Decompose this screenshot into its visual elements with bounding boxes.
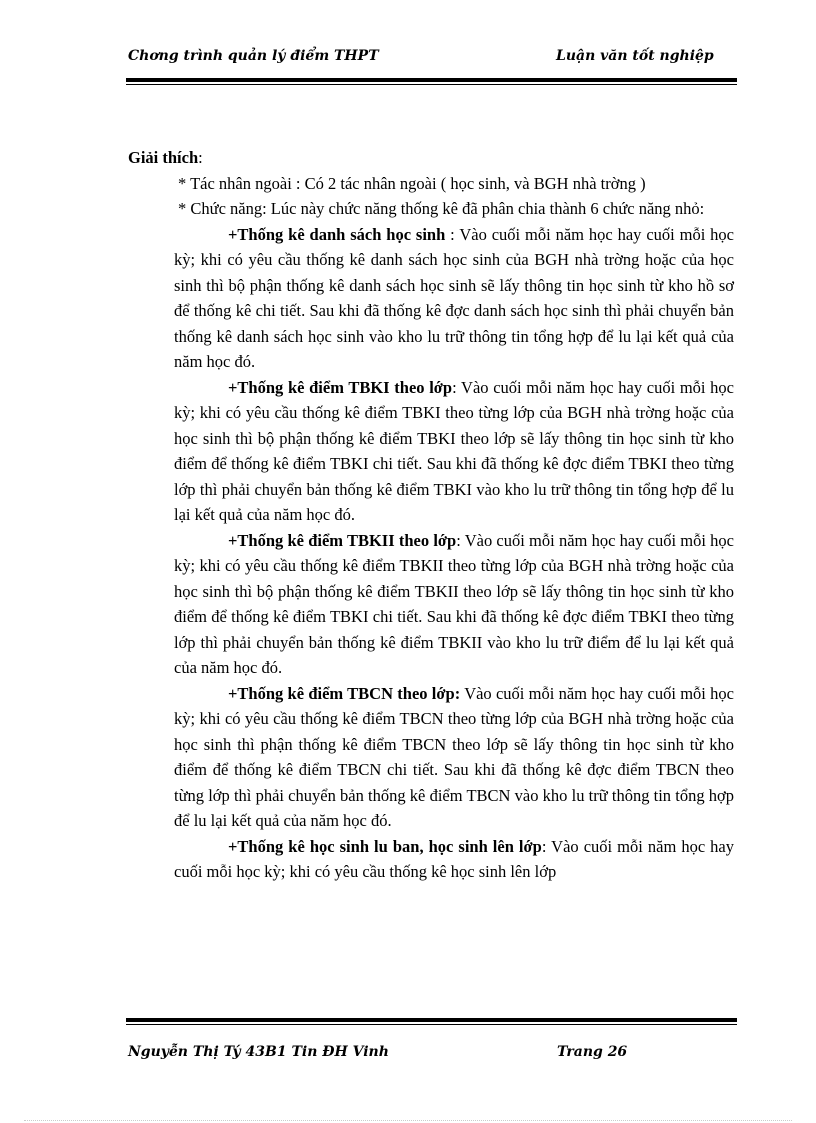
section-heading bbox=[128, 145, 734, 171]
header-rule-thin bbox=[126, 84, 737, 85]
header-subtitle: Luận văn tốt nghiệp bbox=[556, 48, 714, 64]
list-item bbox=[174, 222, 734, 375]
item-title: +Thống kê học sinh lu ban, học sinh lên lớp bbox=[228, 836, 542, 856]
list-item bbox=[174, 681, 734, 834]
item-text: Vào cuối mỗi năm học hay cuối mỗi học kỳ; khi có yêu cầu thống kê điểm TBCN theo từng lớp của BGH nhà trờng hoặc của học sinh thì phận thống kê điểm TBCN theo lớp sẽ lấy thông tin học sinh từ kho điểm để thống kê điểm TBCN chi tiết. Sau khi đã thống kê đợc điểm TBCN theo từng lớp thì phải chuyển bản thống kê điểm TBCN vào kho lu trữ thông tin tổng hợp để lu lại kết quả của năm học đó. bbox=[174, 683, 734, 830]
list-item bbox=[174, 834, 734, 885]
page-number: Trang 26 bbox=[557, 1044, 628, 1060]
item-text: : Vào cuối mỗi năm học hay cuối mỗi học kỳ; khi có yêu cầu thống kê danh sách học sinh của BGH nhà trờng hoặc của học sinh thì bộ phận thống kê danh sách học sinh sẽ lấy thông tin học sinh từ kho hồ sơ để thống kê chi tiết. Sau khi đã thống kê đợc danh sách học sinh thì phải chuyển bản thống kê danh sách học sinh vào kho lu trữ thông tin tổng hợp để lu lại kết quả của năm học đó. bbox=[174, 224, 734, 371]
item-title: +Thống kê điểm TBKII theo lớp bbox=[228, 530, 457, 550]
footer-author: Nguyễn Thị Tý 43B1 Tin ĐH Vinh bbox=[128, 1044, 389, 1060]
header-title: Chơng trình quản lý điểm THPT bbox=[128, 48, 379, 64]
item-text: : Vào cuối mỗi năm học hay cuối mỗi học kỳ; khi có yêu cầu thống kê điểm TBKI theo từng lớp của BGH nhà trờng hoặc của học sinh thì bộ phận thống kê điểm TBKI theo lớp sẽ lấy thông tin học sinh từ kho điểm để thống kê điểm TBKI chi tiết. Sau khi đã thống kê đợc điểm TBKI theo từng lớp thì phải chuyển bản thống kê điểm TBKI vào kho lu trữ thông tin tổng hợp để lu lại kết quả của năm học đó. bbox=[174, 377, 734, 524]
item-text: : Vào cuối mỗi năm học hay cuối mỗi học kỳ; khi có yêu cầu thống kê học sinh lên lớp bbox=[174, 836, 735, 881]
paragraph-actors: * Tác nhân ngoài : Có 2 tác nhân ngoài ( học sinh, và BGH nhà trờng ) bbox=[178, 173, 646, 193]
function-list bbox=[128, 222, 734, 885]
paragraph-functions: * Chức năng: Lúc này chức năng thống kê đã phân chia thành 6 chức năng nhỏ: bbox=[178, 199, 705, 218]
header-rule-thick bbox=[126, 78, 737, 82]
page-body bbox=[128, 145, 734, 885]
heading-colon: : bbox=[198, 148, 203, 167]
footer-rule-thick bbox=[126, 1018, 737, 1022]
item-text: : Vào cuối mỗi năm học hay cuối mỗi học kỳ; khi có yêu cầu thống kê điểm TBKII theo từng lớp của BGH nhà trờng hoặc của học sinh thì bộ phận thống kê điểm TBKII theo lớp sẽ lấy thông tin học sinh từ kho điểm để thống kê điểm TBKI chi tiết. Sau khi đã thống kê đợc điểm TBKI theo từng lớp thì phải chuyển bản thống kê điểm TBKII vào kho lu trữ điểm để lu lại kết quả của năm học đó. bbox=[174, 530, 734, 677]
list-item bbox=[174, 528, 734, 681]
page-edge-divider bbox=[24, 1120, 792, 1122]
item-title: +Thống kê danh sách học sinh bbox=[228, 224, 446, 244]
item-title: +Thống kê điểm TBCN theo lớp: bbox=[228, 683, 461, 703]
list-item bbox=[174, 375, 734, 528]
heading-label: Giải thích bbox=[128, 148, 199, 167]
footer-rule-thin bbox=[126, 1024, 737, 1025]
item-title: +Thống kê điểm TBKI theo lớp bbox=[228, 377, 453, 397]
